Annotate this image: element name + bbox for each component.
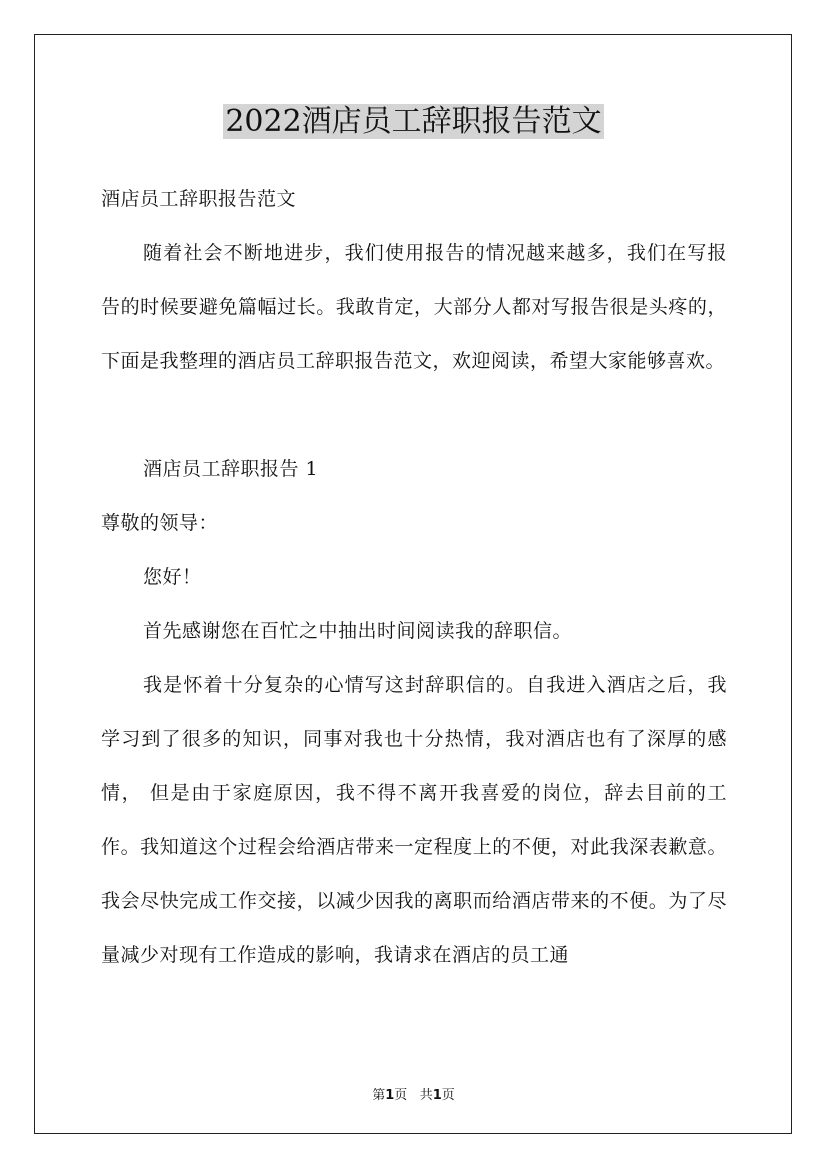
- total-suffix: 页: [441, 1088, 455, 1103]
- total-pages: 1: [432, 1088, 442, 1103]
- total-prefix: 共: [419, 1088, 433, 1103]
- paragraph-subtitle: 酒店员工辞职报告范文: [101, 188, 297, 210]
- document-body: [101, 172, 727, 982]
- section-heading: 酒店员工辞职报告 1: [143, 458, 319, 480]
- paragraph-intro: 随着社会不断地进步，我们使用报告的情况越来越多，我们在写报告的时候要避免篇幅过长。我敢肯定，大部分人都对写报告很是头疼的，下面是我整理的酒店员工辞职报告范文，欢迎阅读，希望大家能够喜欢。: [101, 242, 727, 372]
- greeting: 您好！: [143, 566, 202, 588]
- document-title: [0, 100, 827, 144]
- page-prefix: 第: [372, 1088, 386, 1103]
- page-suffix: 页: [394, 1088, 408, 1103]
- paragraph-body: 我是怀着十分复杂的心情写这封辞职信的。自我进入酒店之后，我学习到了很多的知识，同事对我也十分热情，我对酒店也有了深厚的感情， 但是由于家庭原因，我不得不离开我喜爱的岗位，辞去目前的工作。我知道这个过程会给酒店带来一定程度上的不便，对此我深表歉意。我会尽快完成工作交接，以减少因我的离职而给酒店带来的不便。为了尽量减少对现有工作造成的影响，我请求在酒店的员工通: [101, 674, 727, 966]
- document-title-text: 2022酒店员工辞职报告范文: [225, 104, 602, 139]
- salutation: 尊敬的领导：: [101, 512, 219, 534]
- page-number: 1: [385, 1088, 395, 1103]
- paragraph-thanks: 首先感谢您在百忙之中抽出时间阅读我的辞职信。: [143, 620, 573, 642]
- page-footer: [0, 1084, 827, 1103]
